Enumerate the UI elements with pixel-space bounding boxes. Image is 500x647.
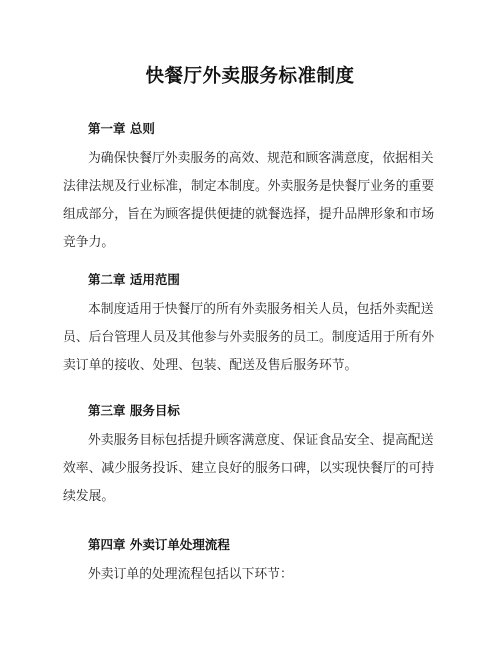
section-scope	[63, 270, 448, 380]
paragraph-line: 竞争力。	[63, 235, 115, 250]
document-title: 快餐厅外卖服务标准制度	[145, 66, 355, 87]
section-paragraph	[88, 561, 448, 589]
paragraph-line: 组成部分，旨在为顾客提供便捷的就餐选择，提升品牌形象和市场	[63, 207, 435, 222]
paragraph-line: 续发展。	[63, 489, 115, 504]
section-paragraph	[63, 145, 448, 257]
section-heading: 第二章 适用范围	[88, 272, 180, 287]
section-heading: 第四章 外卖订单处理流程	[88, 537, 230, 552]
section-paragraph	[63, 296, 448, 380]
section-heading: 第一章 总则	[88, 121, 155, 136]
section-goals	[63, 401, 448, 511]
paragraph-line: 外卖订单的处理流程包括以下环节：	[88, 567, 293, 582]
section-general	[63, 119, 448, 257]
paragraph-line: 法律法规及行业标准，制定本制度。外卖服务是快餐厅业务的重要	[63, 179, 435, 194]
paragraph-line: 外卖服务目标包括提升顾客满意度、保证食品安全、提高配送	[88, 433, 434, 448]
paragraph-line: 本制度适用于快餐厅的所有外卖服务相关人员，包括外卖配送	[88, 302, 434, 317]
section-paragraph	[63, 427, 448, 511]
section-heading: 第三章 服务目标	[88, 403, 180, 418]
paragraph-line: 效率、减少服务投诉、建立良好的服务口碑，以实现快餐厅的可持	[63, 461, 435, 476]
paragraph-line: 卖订单的接收、处理、包装、配送及售后服务环节。	[63, 358, 358, 373]
paragraph-line: 员、后台管理人员及其他参与外卖服务的员工。制度适用于所有外	[63, 330, 435, 345]
paragraph-line: 为确保快餐厅外卖服务的高效、规范和顾客满意度，依据相关	[88, 151, 434, 166]
section-order-process	[88, 535, 448, 589]
